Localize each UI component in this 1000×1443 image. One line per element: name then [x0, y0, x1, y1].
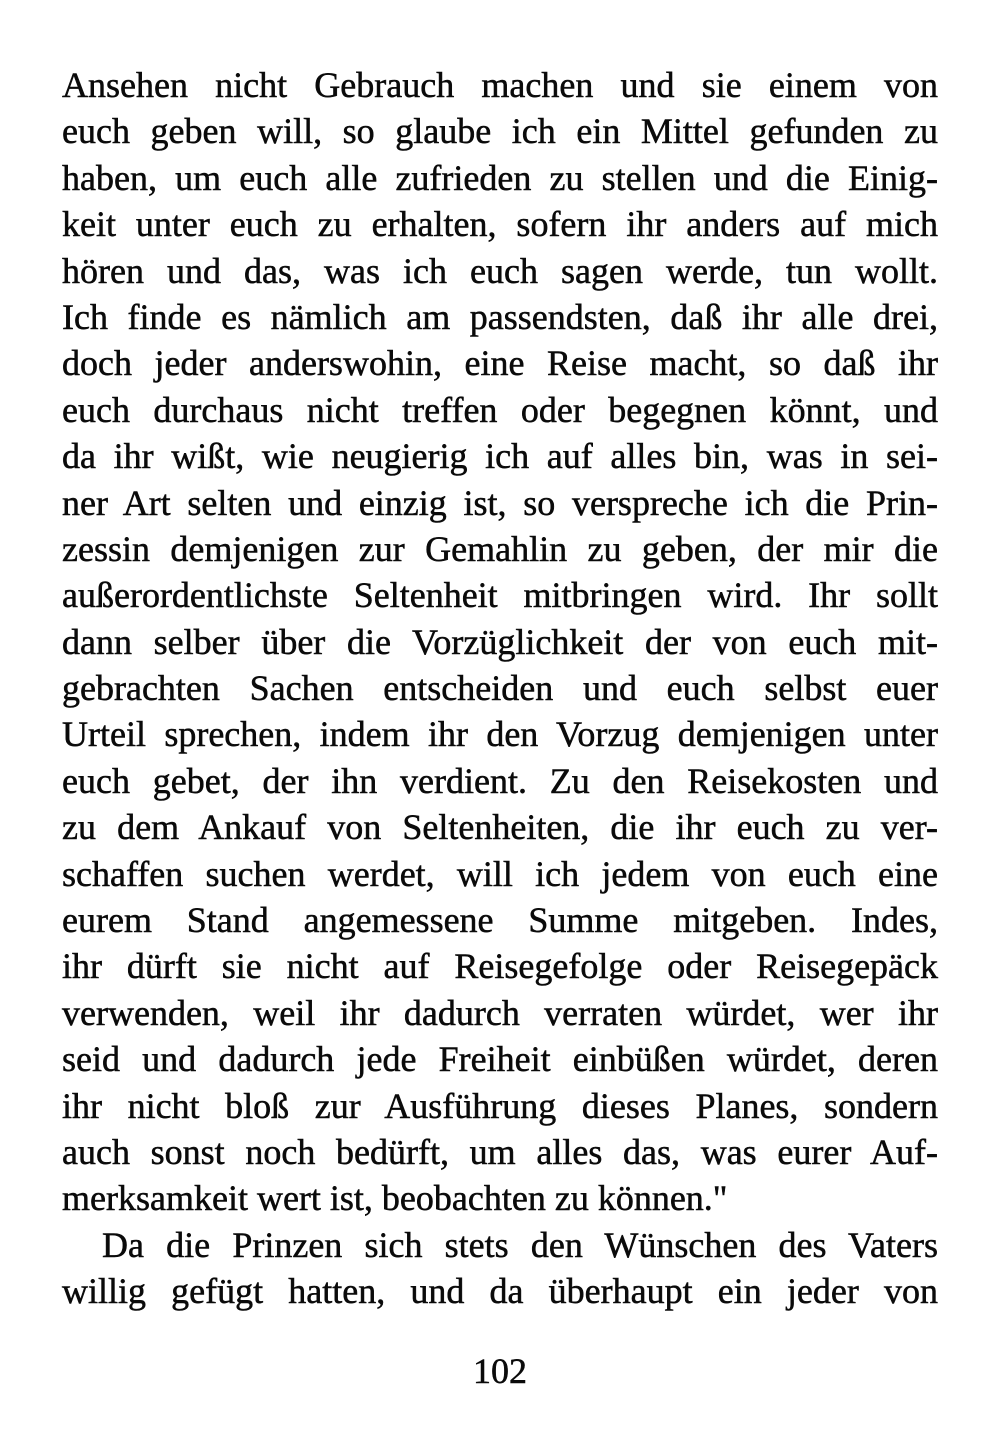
page-number: 102 [473, 1351, 527, 1391]
text-line: ihr nicht bloß zur Ausführung dieses Planes, sondern [62, 1085, 938, 1126]
text-line: doch jeder anderswohin, eine Reise macht, so daß ihr [62, 343, 938, 384]
text-line: außerordentlichste Seltenheit mitbringen wird. Ihr sollt [62, 575, 938, 616]
text-line: eurem Stand angemessene Summe mitgeben. Indes, [62, 900, 938, 941]
text-line: hören und das, was ich euch sagen werde, tun wollt. [62, 250, 938, 291]
text-line: euch durchaus nicht treffen oder begegnen könnt, und [62, 389, 938, 430]
text-line: zu dem Ankauf von Seltenheiten, die ihr euch zu ver- [62, 807, 938, 848]
text-line: Urteil sprechen, indem ihr den Vorzug demjenigen unter [62, 714, 938, 755]
body-text [62, 62, 938, 1315]
text-line: auch sonst noch bedürft, um alles das, was eurer Auf- [62, 1131, 938, 1172]
text-line: schaffen suchen werdet, will ich jedem von euch eine [62, 853, 938, 894]
text-line: haben, um euch alle zufrieden zu stellen und die Einig- [62, 157, 938, 198]
text-line: dann selber über die Vorzüglichkeit der von euch mit- [62, 621, 938, 662]
text-line: gebrachten Sachen entscheiden und euch selbst euer [62, 668, 938, 709]
text-line: zessin demjenigen zur Gemahlin zu geben, der mir die [62, 528, 938, 569]
text-line: Da die Prinzen sich stets den Wünschen des Vaters [102, 1224, 938, 1265]
text-line: ihr dürft sie nicht auf Reisegefolge oder Reisegepäck [62, 946, 938, 987]
text-line: merksamkeit wert ist, beobachten zu können." [62, 1178, 728, 1219]
text-line: Ich finde es nämlich am passendsten, daß ihr alle drei, [62, 296, 938, 337]
text-line: seid und dadurch jede Freiheit einbüßen würdet, deren [62, 1039, 938, 1080]
text-line: verwenden, weil ihr dadurch verraten würdet, wer ihr [62, 992, 938, 1033]
text-line: da ihr wißt, wie neugierig ich auf alles bin, was in sei- [62, 436, 938, 477]
text-line: euch gebet, der ihn verdient. Zu den Reisekosten und [62, 760, 938, 801]
text-line: Ansehen nicht Gebrauch machen und sie einem von [62, 65, 938, 105]
text-line: ner Art selten und einzig ist, so verspreche ich die Prin- [62, 482, 938, 523]
text-line: keit unter euch zu erhalten, sofern ihr anders auf mich [62, 204, 938, 245]
text-line: willig gefügt hatten, und da überhaupt ein jeder von [62, 1271, 938, 1312]
text-line: euch geben will, so glaube ich ein Mittel gefunden zu [62, 111, 938, 152]
